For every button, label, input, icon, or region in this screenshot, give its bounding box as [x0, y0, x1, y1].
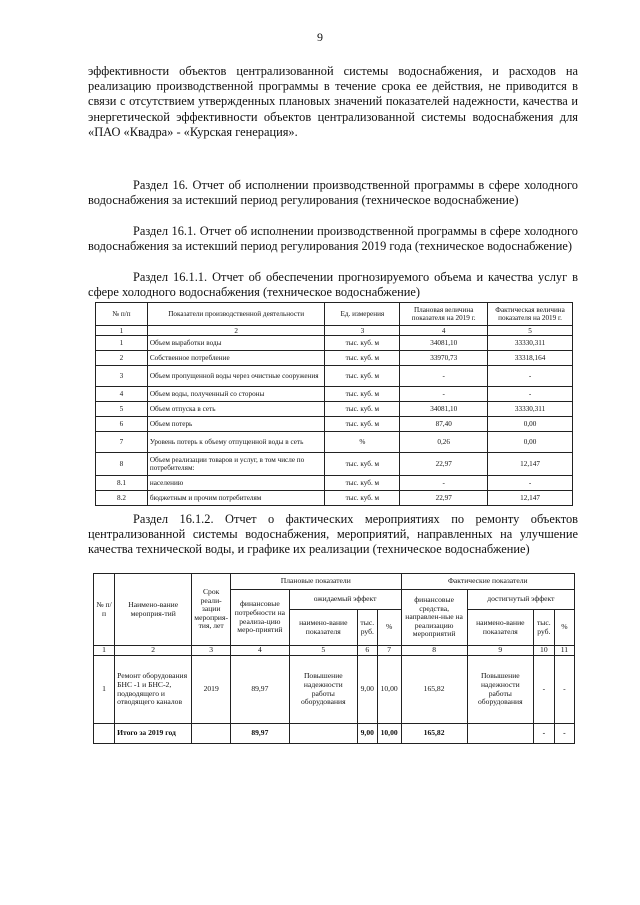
row-num: 3	[96, 366, 148, 387]
row-fact: -	[488, 387, 573, 402]
table-row	[96, 432, 573, 453]
row-indicator: Объем воды, полученный со стороны	[147, 387, 325, 402]
row-unit: тыс. куб. м	[325, 491, 400, 506]
row-fact-eff-rub: -	[533, 656, 554, 724]
row-num: 4	[96, 387, 148, 402]
total-term	[192, 724, 231, 744]
header-fact-eff-rub: тыс. руб.	[533, 610, 554, 646]
row-fact: 33330,311	[488, 336, 573, 351]
header-unit: Ед. измерения	[325, 303, 400, 326]
table-header-row	[94, 574, 575, 590]
col-number: 1	[94, 646, 115, 656]
row-indicator: населению	[147, 476, 325, 491]
table-row	[96, 336, 573, 351]
row-name: Ремонт оборудования БНС -1 и БНС-2, подводящего и отводящего каналов	[115, 656, 192, 724]
row-indicator: Объем потерь	[147, 417, 325, 432]
row-indicator: Объем пропущенной воды через очистные сооружения	[147, 366, 325, 387]
header-fact-eff-name: наимено-вание показателя	[467, 610, 533, 646]
row-plan-eff-rub: 9,00	[357, 656, 377, 724]
row-unit: тыс. куб. м	[325, 336, 400, 351]
col-number: 10	[533, 646, 554, 656]
row-fact-eff-pct: -	[554, 656, 574, 724]
row-unit: тыс. куб. м	[325, 387, 400, 402]
total-plan-fin: 89,97	[231, 724, 290, 744]
row-fact: 12,147	[488, 453, 573, 476]
section-16-1-1-heading: Раздел 16.1.1. Отчет об обеспечении прогнозируемого объема и качества услуг в сфере холодного водоснабжения (техническое водоснабжение)	[88, 270, 578, 300]
col-number: 3	[192, 646, 231, 656]
row-fact: -	[488, 476, 573, 491]
row-plan: 22,97	[400, 453, 488, 476]
row-unit: тыс. куб. м	[325, 366, 400, 387]
row-plan-eff-name: Повышение надежности работы оборудования	[289, 656, 357, 724]
row-num: 5	[96, 402, 148, 417]
header-plan: Плановая величина показателя на 2019 г.	[400, 303, 488, 326]
row-indicator: бюджетным и прочим потребителям	[147, 491, 325, 506]
header-plan-eff-pct: %	[377, 610, 401, 646]
row-indicator: Собственное потребление	[147, 351, 325, 366]
col-number: 7	[377, 646, 401, 656]
header-fact-group: Фактические показатели	[401, 574, 574, 590]
row-fact: 0,00	[488, 417, 573, 432]
total-plan-eff-pct: 10,00	[377, 724, 401, 744]
row-num: 1	[94, 656, 115, 724]
row-plan: -	[400, 366, 488, 387]
row-indicator: Объем отпуска в сеть	[147, 402, 325, 417]
total-fact-fin: 165,82	[401, 724, 467, 744]
header-fact-eff-pct: %	[554, 610, 574, 646]
total-plan-eff-rub: 9,00	[357, 724, 377, 744]
table-row	[96, 351, 573, 366]
table-row	[96, 453, 573, 476]
section-16-1-2-heading: Раздел 16.1.2. Отчет о фактических мероприятиях по ремонту объектов централизованной системы водоснабжения, мероприятий, направленных на улучшение качества технической воды, и графике их реализации (техническое водоснабжение)	[88, 512, 578, 557]
table-row	[96, 476, 573, 491]
row-plan-eff-pct: 10,00	[377, 656, 401, 724]
header-fact: Фактическая величина показателя на 2019 г.	[488, 303, 573, 326]
intro-paragraph: эффективности объектов централизованной системы водоснабжения, и расходов на реализацию производственной программы в течение срока ее действия, не приводится в связи с отсутствием утвержденных плановых значений показателей надежности, качества и энергетической эффективности объектов централизованной системы водоснабжения для «ПАО «Квадра» - «Курская генерация».	[88, 64, 578, 139]
row-unit: тыс. куб. м	[325, 476, 400, 491]
col-number: 5	[289, 646, 357, 656]
col-number: 4	[400, 326, 488, 336]
row-unit: тыс. куб. м	[325, 402, 400, 417]
row-fact: 0,00	[488, 432, 573, 453]
row-term: 2019	[192, 656, 231, 724]
table-row	[96, 417, 573, 432]
page-number: 9	[317, 30, 323, 44]
row-num: 1	[96, 336, 148, 351]
total-num	[94, 724, 115, 744]
header-plan-fin: финансовые потребности на реализа-цию меро-приятий	[231, 590, 290, 646]
header-fact-eff: достигнутый эффект	[467, 590, 574, 610]
header-name: Наимено-вание мероприя-тий	[115, 574, 192, 646]
row-plan: 34081,10	[400, 402, 488, 417]
total-fact-eff-name	[467, 724, 533, 744]
col-number: 6	[357, 646, 377, 656]
col-number: 8	[401, 646, 467, 656]
header-plan-eff: ожидаемый эффект	[289, 590, 401, 610]
total-fact-eff-rub: -	[533, 724, 554, 744]
header-plan-group: Плановые показатели	[231, 574, 402, 590]
production-indicators-table	[95, 302, 573, 506]
section-16-heading: Раздел 16. Отчет об исполнении производственной программы в сфере холодного водоснабжения за истекший период регулирования (техническое водоснабжение)	[88, 178, 578, 208]
row-indicator: Объем реализации товаров и услуг, в том числе по потребителям:	[147, 453, 325, 476]
repair-measures-table	[93, 573, 575, 744]
row-plan: 22,97	[400, 491, 488, 506]
table-header-row	[96, 303, 573, 326]
row-fact: -	[488, 366, 573, 387]
row-num: 6	[96, 417, 148, 432]
row-fact: 33330,311	[488, 402, 573, 417]
table-row	[96, 366, 573, 387]
row-fact-fin: 165,82	[401, 656, 467, 724]
row-plan-fin: 89,97	[231, 656, 290, 724]
row-unit: тыс. куб. м	[325, 351, 400, 366]
table-row	[96, 387, 573, 402]
row-plan: 33970,73	[400, 351, 488, 366]
header-fact-fin: финансовые средства, направлен-ные на реализацию мероприятий	[401, 590, 467, 646]
col-number: 1	[96, 326, 148, 336]
total-label: Итого за 2019 год	[115, 724, 192, 744]
row-num: 8	[96, 453, 148, 476]
header-plan-eff-rub: тыс. руб.	[357, 610, 377, 646]
row-plan: 0,26	[400, 432, 488, 453]
row-num: 8.1	[96, 476, 148, 491]
table-row	[96, 491, 573, 506]
header-term: Срок реали-зации мероприя-тия, лет	[192, 574, 231, 646]
col-number: 4	[231, 646, 290, 656]
row-plan: -	[400, 387, 488, 402]
total-plan-eff-name	[289, 724, 357, 744]
column-number-row	[94, 646, 575, 656]
total-fact-eff-pct: -	[554, 724, 574, 744]
row-plan: 34081,10	[400, 336, 488, 351]
row-num: 7	[96, 432, 148, 453]
row-unit: %	[325, 432, 400, 453]
table-total-row	[94, 724, 575, 744]
row-num: 2	[96, 351, 148, 366]
col-number: 11	[554, 646, 574, 656]
row-unit: тыс. куб. м	[325, 417, 400, 432]
row-indicator: Объем выработки воды	[147, 336, 325, 351]
row-fact: 12,147	[488, 491, 573, 506]
header-num: № п/п	[96, 303, 148, 326]
table-row	[94, 656, 575, 724]
row-fact: 33318,164	[488, 351, 573, 366]
section-16-1-heading: Раздел 16.1. Отчет об исполнении производственной программы в сфере холодного водоснабжения за истекший период регулирования 2019 года (техническое водоснабжение)	[88, 224, 578, 254]
row-plan: 87,40	[400, 417, 488, 432]
col-number: 2	[115, 646, 192, 656]
header-indicator: Показатели производственной деятельности	[147, 303, 325, 326]
col-number: 3	[325, 326, 400, 336]
row-plan: -	[400, 476, 488, 491]
table-row	[96, 402, 573, 417]
col-number: 2	[147, 326, 325, 336]
row-unit: тыс. куб. м	[325, 453, 400, 476]
col-number: 9	[467, 646, 533, 656]
column-number-row	[96, 326, 573, 336]
row-fact-eff-name: Повышение надежности работы оборудования	[467, 656, 533, 724]
header-plan-eff-name: наимено-вание показателя	[289, 610, 357, 646]
row-num: 8.2	[96, 491, 148, 506]
header-num: № п/п	[94, 574, 115, 646]
col-number: 5	[488, 326, 573, 336]
row-indicator: Уровень потерь к объему отпущенной воды в сеть	[147, 432, 325, 453]
